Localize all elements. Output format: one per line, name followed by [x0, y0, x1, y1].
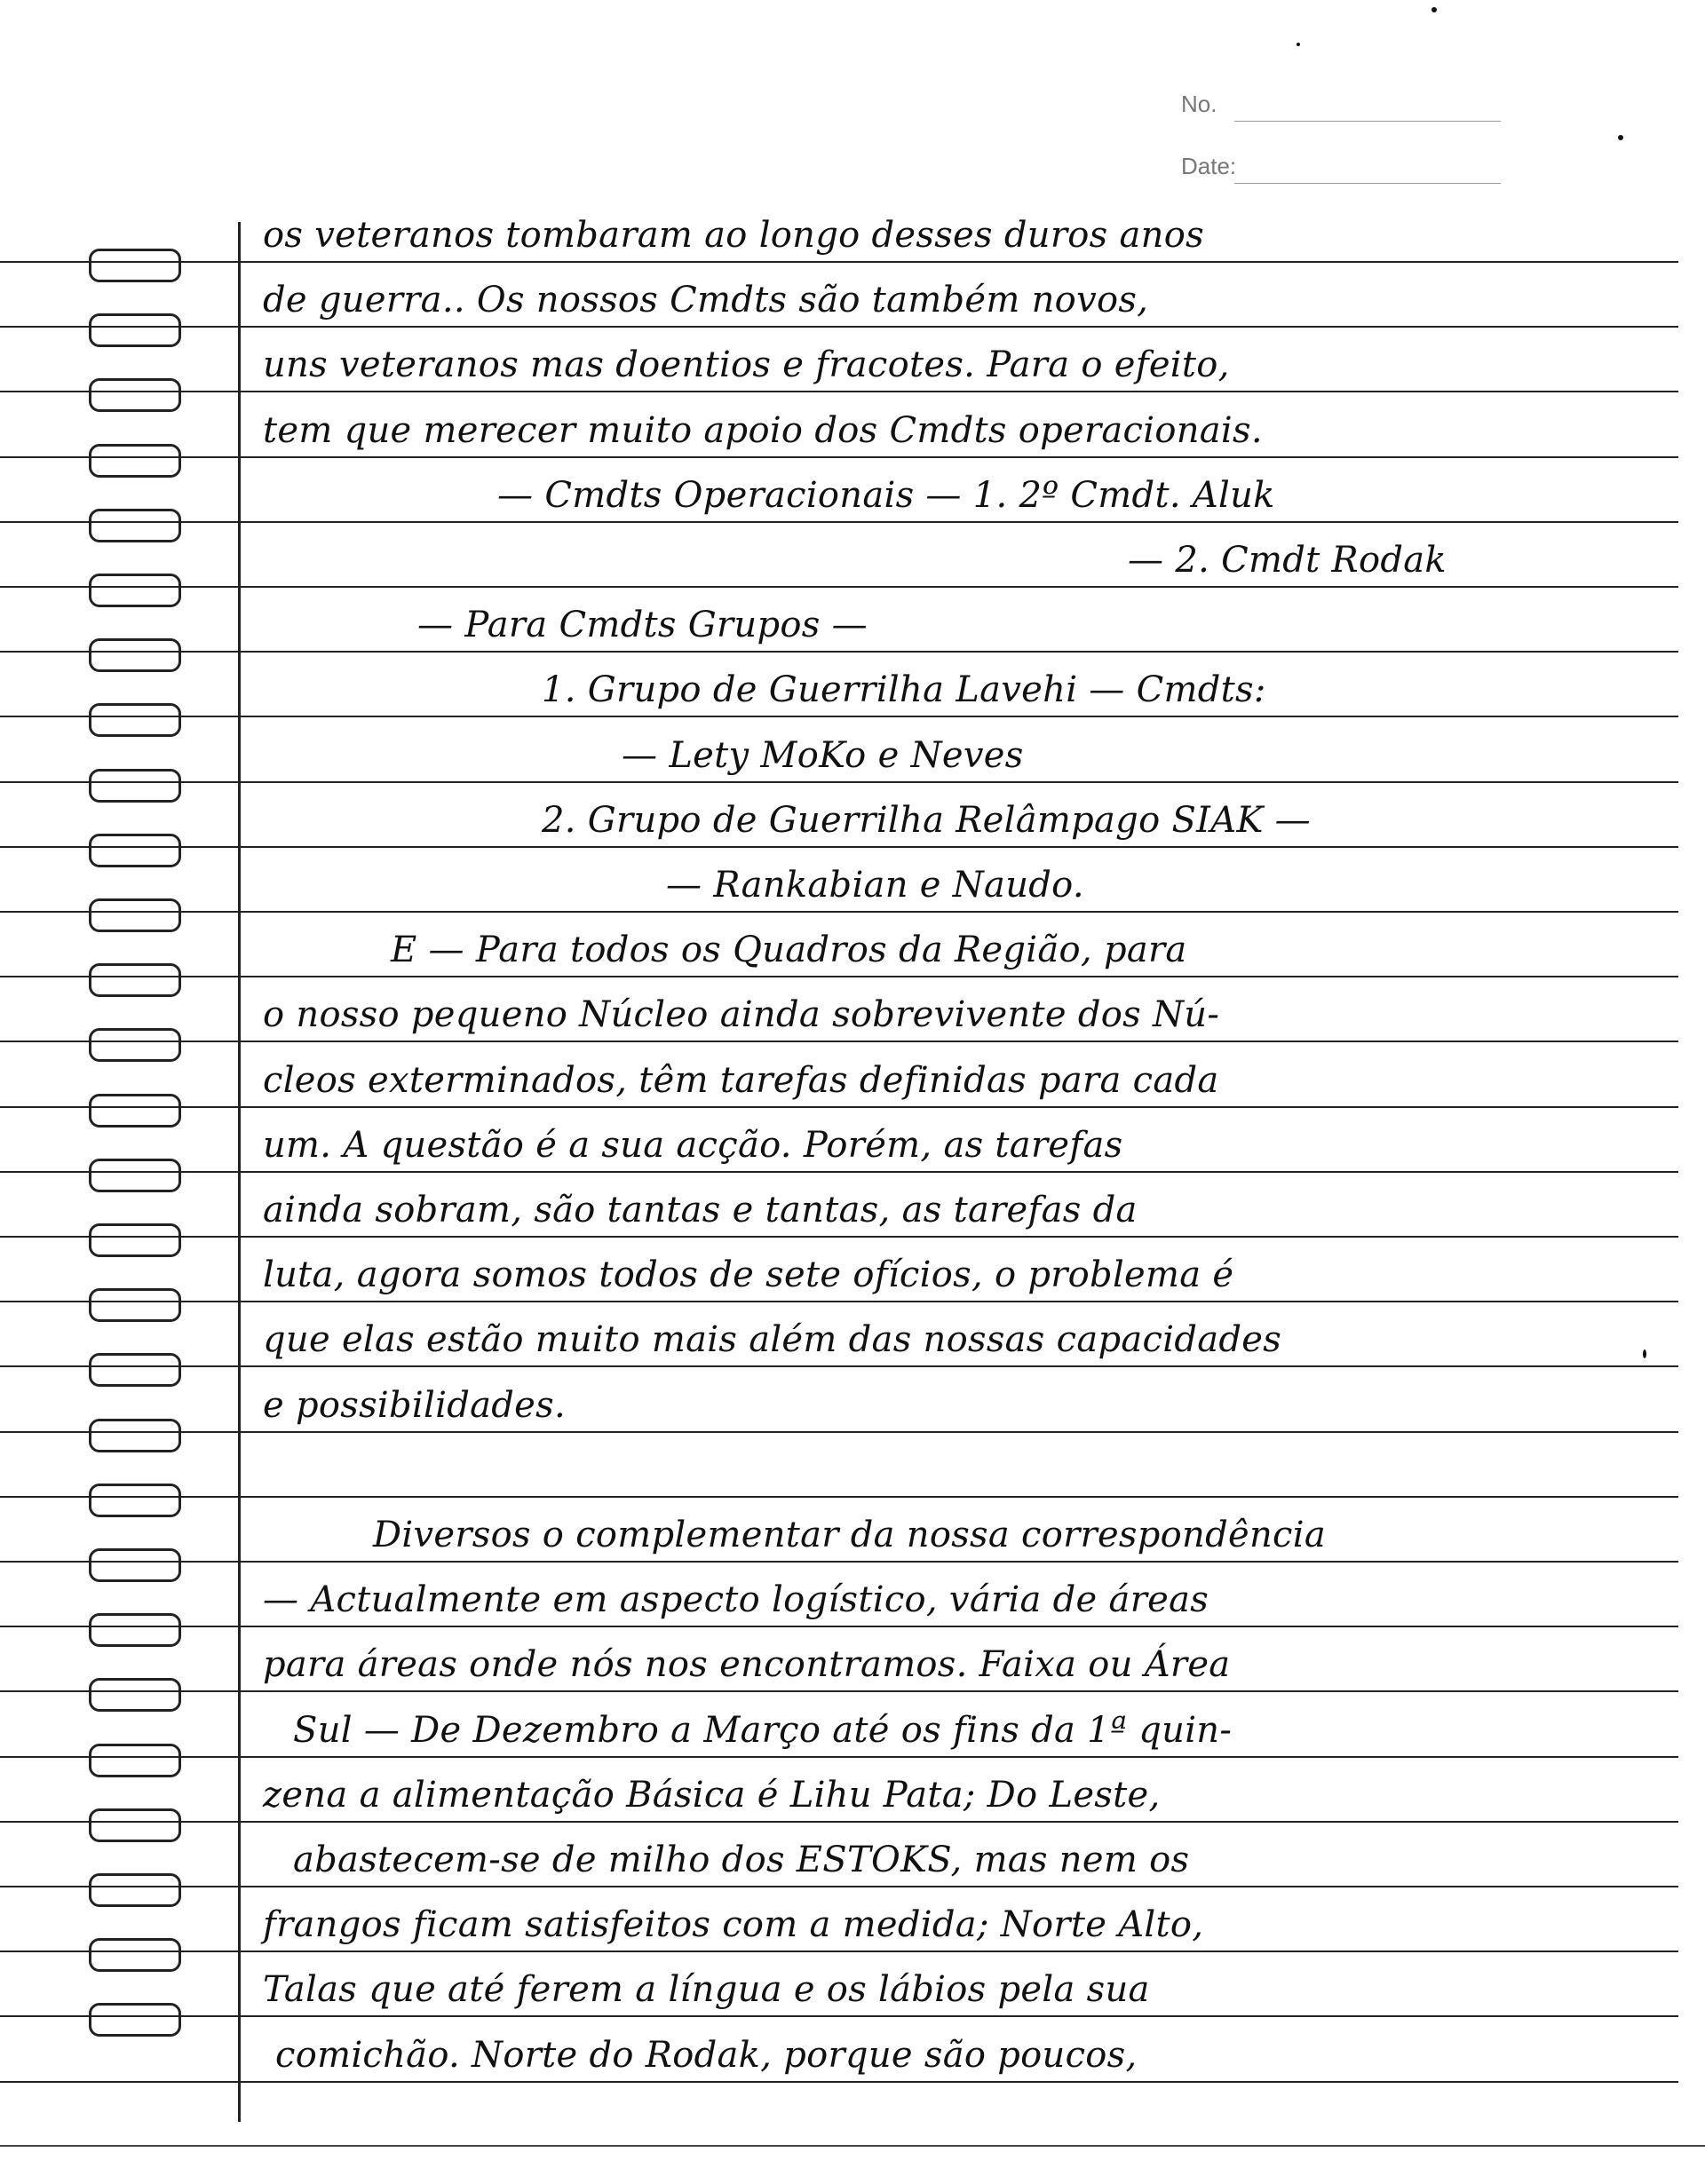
ruled-line: [0, 522, 1678, 588]
handwritten-line: Sul — De Dezembro a Março até os fins da 1ª quin-: [293, 1709, 1233, 1751]
ruled-line: [0, 912, 1678, 977]
ruled-line: [0, 262, 1678, 328]
ruled-line: [0, 717, 1678, 783]
handwritten-line: comichão. Norte do Rodak, porque são poucos,: [275, 2034, 1138, 2076]
ruled-line: [0, 587, 1678, 653]
handwritten-line: — Para Cmdts Grupos —: [417, 605, 868, 646]
handwritten-line: tem que merecer muito apoio dos Cmdts operacionais.: [263, 409, 1263, 451]
handwritten-line: — 2. Cmdt Rodak: [1128, 540, 1447, 581]
handwritten-line: Diversos o complementar da nossa correspondência: [373, 1515, 1326, 1555]
ruled-line: [0, 652, 1678, 717]
handwritten-line: — Actualmente em aspecto logístico, vária de áreas: [263, 1579, 1209, 1621]
ruled-line: [0, 1757, 1678, 1823]
handwritten-line: de guerra.. Os nossos Cmdts são também novos,: [263, 280, 1149, 321]
ruled-line: [0, 1172, 1678, 1238]
ruled-line: [0, 1497, 1678, 1563]
handwritten-line: Talas que até ferem a língua e os lábios pela sua: [263, 1969, 1150, 2011]
ruled-line: [0, 392, 1678, 458]
ink-speck: [1431, 7, 1437, 12]
ruled-line: [0, 2017, 1678, 2083]
handwritten-line: E — Para todos os Quadros da Região, para: [391, 930, 1187, 971]
ruled-line: [0, 1887, 1678, 1952]
ruled-line: [0, 847, 1678, 913]
handwritten-line: zena a alimentação Básica é Lihu Pata; Do Leste,: [263, 1774, 1161, 1816]
ink-speck: [1297, 43, 1300, 46]
rule: [0, 2081, 1678, 2083]
ink-speck: [1618, 135, 1623, 140]
ruled-line: [0, 327, 1678, 392]
ruled-line: [0, 1562, 1678, 1627]
number-rule: [1234, 121, 1501, 122]
ruled-line: [0, 977, 1678, 1042]
bottom-rule: [0, 2145, 1705, 2147]
ruled-line: [0, 457, 1678, 523]
handwritten-line: — Lety MoKo e Neves: [622, 734, 1024, 776]
handwritten-line: que elas estão muito mais além das nossas capacidades: [263, 1319, 1282, 1361]
ruled-line: [0, 1432, 1678, 1498]
handwritten-line: os veteranos tombaram ao longo desses duros anos: [263, 215, 1204, 256]
ruled-line: [0, 197, 1678, 263]
handwritten-line: — Cmdts Operacionais — 1. 2º Cmdt. Aluk: [497, 474, 1275, 516]
ruled-line: [0, 1822, 1678, 1887]
number-field[interactable]: [1181, 82, 1501, 144]
ruled-line: [0, 1107, 1678, 1173]
handwritten-line: ainda sobram, são tantas e tantas, as tarefas da: [263, 1190, 1138, 1230]
date-label: Date:: [1181, 153, 1237, 179]
number-label: No.: [1181, 91, 1217, 117]
handwritten-line: o nosso pequeno Núcleo ainda sobrevivente dos Nú-: [263, 994, 1220, 1036]
handwritten-line: uns veteranos mas doentios e fracotes. Para o efeito,: [263, 344, 1230, 386]
header-fields: [1181, 82, 1501, 206]
handwritten-line: para áreas onde nós nos encontramos. Faixa ou Área: [263, 1644, 1231, 1686]
ruled-line: [0, 1951, 1678, 2017]
handwritten-line: e possibilidades.: [263, 1384, 566, 1426]
ruled-line: [0, 1626, 1678, 1692]
ruled-line: [0, 782, 1678, 848]
handwritten-line: 1. Grupo de Guerrilha Lavehi — Cmdts:: [542, 669, 1266, 711]
ruled-line: [0, 1302, 1678, 1367]
ruled-line: [0, 1367, 1678, 1433]
handwritten-line: abastecem-se de milho dos ESTOKS, mas nem os: [293, 1840, 1190, 1880]
handwritten-line: luta, agora somos todos de sete ofícios, o problema é: [263, 1254, 1234, 1296]
handwritten-line: 2. Grupo de Guerrilha Relâmpago SIAK —: [542, 799, 1311, 841]
ruled-line: [0, 1692, 1678, 1758]
handwritten-line: um. A questão é a sua acção. Porém, as tarefas: [263, 1124, 1123, 1166]
handwritten-line: cleos exterminados, têm tarefas definidas para cada: [263, 1059, 1219, 1101]
ruled-line: [0, 1237, 1678, 1302]
handwritten-line: frangos ficam satisfeitos com a medida; Norte Alto,: [263, 1904, 1204, 1946]
date-rule: [1234, 183, 1501, 184]
ruled-line: [0, 1042, 1678, 1108]
handwritten-line: — Rankabian e Naudo.: [666, 865, 1084, 906]
